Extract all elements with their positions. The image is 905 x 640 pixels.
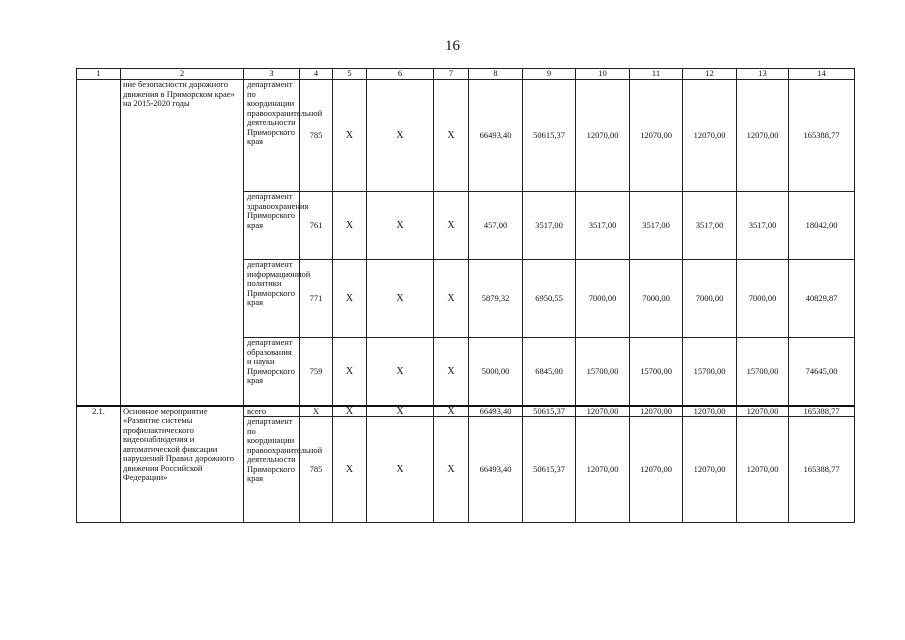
amount-cell: 12070,00: [737, 417, 789, 523]
marker-cell: X: [434, 338, 469, 406]
row-number: 2.1.: [77, 406, 121, 523]
executor-cell: департамент по координации правоохранительной деятельности Приморского края: [244, 80, 300, 192]
amount-cell: 3517,00: [683, 192, 737, 260]
budget-code-cell: X: [300, 406, 333, 417]
column-number: 10: [576, 69, 630, 80]
page-number: 16: [445, 38, 460, 54]
column-number: 11: [630, 69, 683, 80]
amount-cell: 40829,87: [789, 260, 855, 338]
marker-cell: X: [333, 80, 367, 192]
amount-cell: 15700,00: [576, 338, 630, 406]
column-number: 9: [523, 69, 576, 80]
amount-cell: 50615,37: [523, 406, 576, 417]
budget-code-cell: 785: [300, 80, 333, 192]
amount-cell: 7000,00: [737, 260, 789, 338]
budget-code-cell: 771: [300, 260, 333, 338]
marker-cell: X: [434, 406, 469, 417]
amount-cell: 66493,40: [469, 417, 523, 523]
executor-cell: всего: [244, 406, 300, 417]
amount-cell: 3517,00: [576, 192, 630, 260]
marker-cell: X: [333, 260, 367, 338]
activity-name: ние безопасности дорожного движения в Приморском крае» на 2015-2020 годы: [121, 80, 244, 406]
budget-code-cell: 759: [300, 338, 333, 406]
executor-cell: департамент информационной политики Приморского края: [244, 260, 300, 338]
marker-cell: X: [434, 192, 469, 260]
amount-cell: 12070,00: [737, 406, 789, 417]
budget-code-cell: 785: [300, 417, 333, 523]
budget-table: [76, 68, 855, 523]
amount-cell: 5000,00: [469, 338, 523, 406]
amount-cell: 12070,00: [576, 406, 630, 417]
amount-cell: 50615,37: [523, 80, 576, 192]
marker-cell: X: [333, 192, 367, 260]
amount-cell: 165388,77: [789, 406, 855, 417]
marker-cell: X: [434, 417, 469, 523]
column-number: 5: [333, 69, 367, 80]
marker-cell: X: [367, 192, 434, 260]
amount-cell: 15700,00: [737, 338, 789, 406]
column-number: 13: [737, 69, 789, 80]
amount-cell: 7000,00: [576, 260, 630, 338]
marker-cell: X: [434, 260, 469, 338]
amount-cell: 18042,00: [789, 192, 855, 260]
amount-cell: 12070,00: [683, 406, 737, 417]
amount-cell: 6950,55: [523, 260, 576, 338]
executor-cell: департамент по координации правоохранительной деятельности Приморского края: [244, 417, 300, 523]
amount-cell: 15700,00: [630, 338, 683, 406]
marker-cell: X: [367, 406, 434, 417]
amount-cell: 7000,00: [683, 260, 737, 338]
amount-cell: 12070,00: [630, 80, 683, 192]
budget-code-cell: 761: [300, 192, 333, 260]
table-row: [77, 80, 855, 192]
amount-cell: 66493,40: [469, 80, 523, 192]
amount-cell: 3517,00: [737, 192, 789, 260]
amount-cell: 66493,40: [469, 406, 523, 417]
amount-cell: 15700,00: [683, 338, 737, 406]
marker-cell: X: [333, 406, 367, 417]
amount-cell: 50615,37: [523, 417, 576, 523]
amount-cell: 12070,00: [683, 80, 737, 192]
amount-cell: 6845,00: [523, 338, 576, 406]
column-number: 3: [244, 69, 300, 80]
column-number: 1: [77, 69, 121, 80]
column-number: 2: [121, 69, 244, 80]
marker-cell: X: [333, 417, 367, 523]
amount-cell: 12070,00: [576, 80, 630, 192]
amount-cell: 457,00: [469, 192, 523, 260]
amount-cell: 165388,77: [789, 417, 855, 523]
row-number: [77, 80, 121, 406]
marker-cell: X: [434, 80, 469, 192]
amount-cell: 3517,00: [523, 192, 576, 260]
marker-cell: X: [367, 260, 434, 338]
column-number: 14: [789, 69, 855, 80]
amount-cell: 12070,00: [576, 417, 630, 523]
amount-cell: 12070,00: [683, 417, 737, 523]
amount-cell: 5879,32: [469, 260, 523, 338]
marker-cell: X: [367, 417, 434, 523]
marker-cell: X: [333, 338, 367, 406]
amount-cell: 12070,00: [737, 80, 789, 192]
column-number: 8: [469, 69, 523, 80]
column-number: 6: [367, 69, 434, 80]
amount-cell: 12070,00: [630, 406, 683, 417]
executor-cell: департамент здравоохранения Приморского края: [244, 192, 300, 260]
amount-cell: 7000,00: [630, 260, 683, 338]
amount-cell: 12070,00: [630, 417, 683, 523]
executor-cell: департамент образования и науки Приморского края: [244, 338, 300, 406]
column-number: 4: [300, 69, 333, 80]
amount-cell: 165388,77: [789, 80, 855, 192]
column-number: 12: [683, 69, 737, 80]
marker-cell: X: [367, 80, 434, 192]
activity-name: Основное мероприятие «Развитие системы профилактического видеонаблюдения и автоматической фиксации нарушений Правил дорожного движения Российской Федерации»: [121, 406, 244, 523]
marker-cell: X: [367, 338, 434, 406]
amount-cell: 3517,00: [630, 192, 683, 260]
table-row: [77, 406, 855, 417]
amount-cell: 74645,00: [789, 338, 855, 406]
column-number-row: [77, 69, 855, 80]
column-number: 7: [434, 69, 469, 80]
